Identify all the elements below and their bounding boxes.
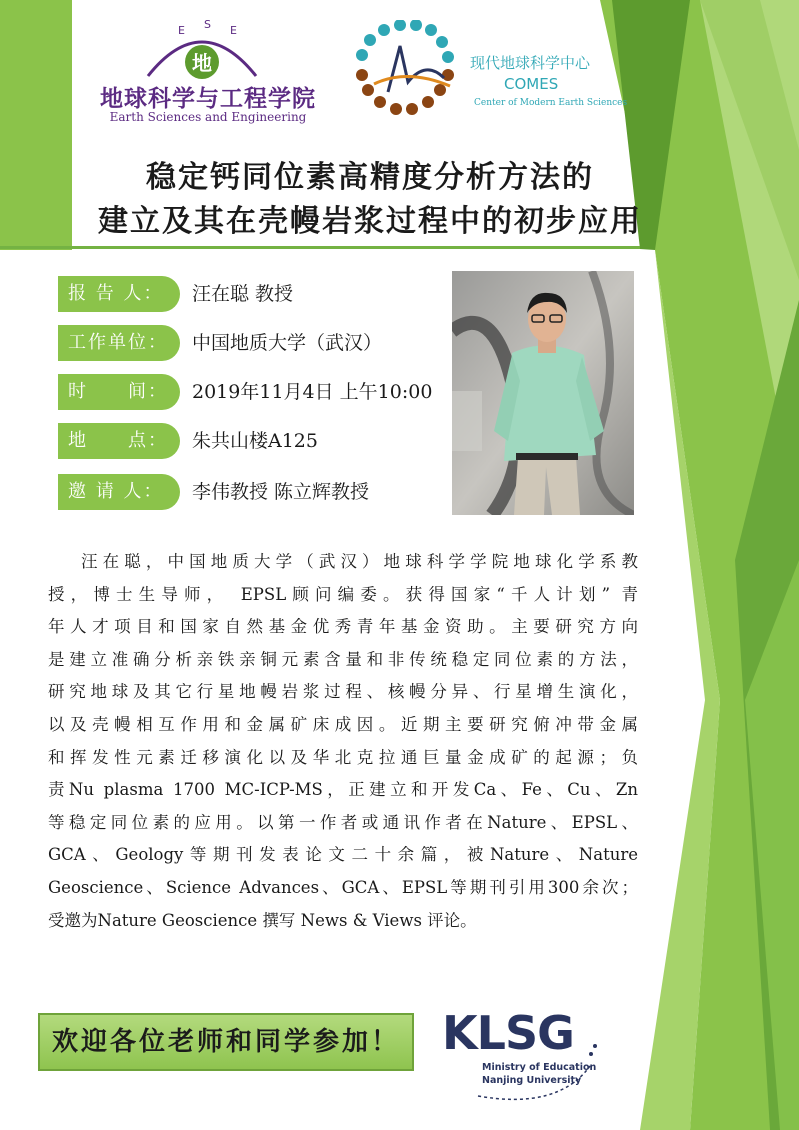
info-label: 报 告 人： [58,276,180,312]
school-name-en: Earth Sciences and Engineering [109,110,307,124]
talk-title-line-2: 建立及其在壳幔岩浆过程中的初步应用 [98,204,642,239]
info-row-time [58,374,448,410]
logo-letter-e2: E [230,24,237,37]
klsg-line-1: Ministry of Education [482,1062,597,1073]
klsg-abbr: KLSG [442,1006,574,1060]
bio-line: 以及壳幔相互作用和金属矿床成因。近期主要研究俯冲带金属 [48,714,638,734]
info-value: 朱共山楼A125 [192,430,318,452]
logo-seal-character: 地 [192,51,212,75]
info-row-affiliation [58,325,448,361]
info-row-location [58,423,448,459]
bio-line: 授，博士生导师， EPSL顾问编委。获得国家“千人计划” 青 [48,584,638,604]
info-value: 中国地质大学（武汉） [192,332,383,354]
title-divider [0,246,640,249]
comes-mark-icon [352,20,462,120]
klsg-line-2: Nanjing University [482,1075,582,1086]
info-label: 地 点： [58,423,180,459]
info-value: 2019年11月4日 上午10:00 [192,381,433,403]
logo-letter-s: S [204,18,211,31]
info-label: 邀 请 人： [58,474,180,510]
bio-line: 年人才项目和国家自然基金优秀青年基金资助。主要研究方向 [48,617,638,637]
info-row-host [58,474,448,510]
welcome-banner: 欢迎各位老师和同学参加！ [38,1013,414,1071]
bio-line: 等稳定同位素的应用。以第一作者或通讯作者在Nature、EPSL、 [48,812,638,832]
bio-line: 和挥发性元素迁移演化以及华北克拉通巨量金成矿的起源；负 [48,747,638,767]
info-value: 李伟教授 陈立辉教授 [192,481,370,503]
bio-line: 是建立准确分析亲铁亲铜元素含量和非传统稳定同位素的方法， [48,649,638,669]
school-name-cn: 地球科学与工程学院 [100,86,316,112]
logo-letter-e1: E [178,24,185,37]
comes-name-en: Center of Modern Earth Sciences [474,98,628,108]
info-value: 汪在聪 教授 [192,283,294,305]
comes-name-abbr: COMES [504,75,559,93]
info-label: 工作单位： [58,325,180,361]
klsg-logo [438,1006,608,1106]
bio-line: GCA、Geology等期刊发表论文二十余篇，被Nature、Nature [48,845,638,865]
info-label: 时 间： [58,374,180,410]
talk-title-line-1: 稳定钙同位素高精度分析方法的 [146,160,594,195]
school-logo [92,18,324,126]
bio-line: 受邀为Nature Geoscience 撰写 News & Views 评论。 [48,910,477,930]
speaker-photo [452,271,634,515]
bio-line: 责Nu plasma 1700 MC-ICP-MS，正建立和开发Ca、Fe、Cu、Zn [48,780,638,800]
bio-line: Geoscience、Science Advances、GCA、EPSL等期刊引用300余次； [48,877,638,897]
comes-logo [352,20,632,130]
bio-line: 研究地球及其它行星地幔岩浆过程、核幔分异、行星增生演化， [48,682,638,702]
comes-name-cn: 现代地球科学中心 [470,54,591,72]
info-row-speaker [58,276,448,312]
bio-line: 汪在聪，中国地质大学（武汉）地球科学学院地球化学系教 [81,552,638,571]
speaker-biography [48,546,638,937]
